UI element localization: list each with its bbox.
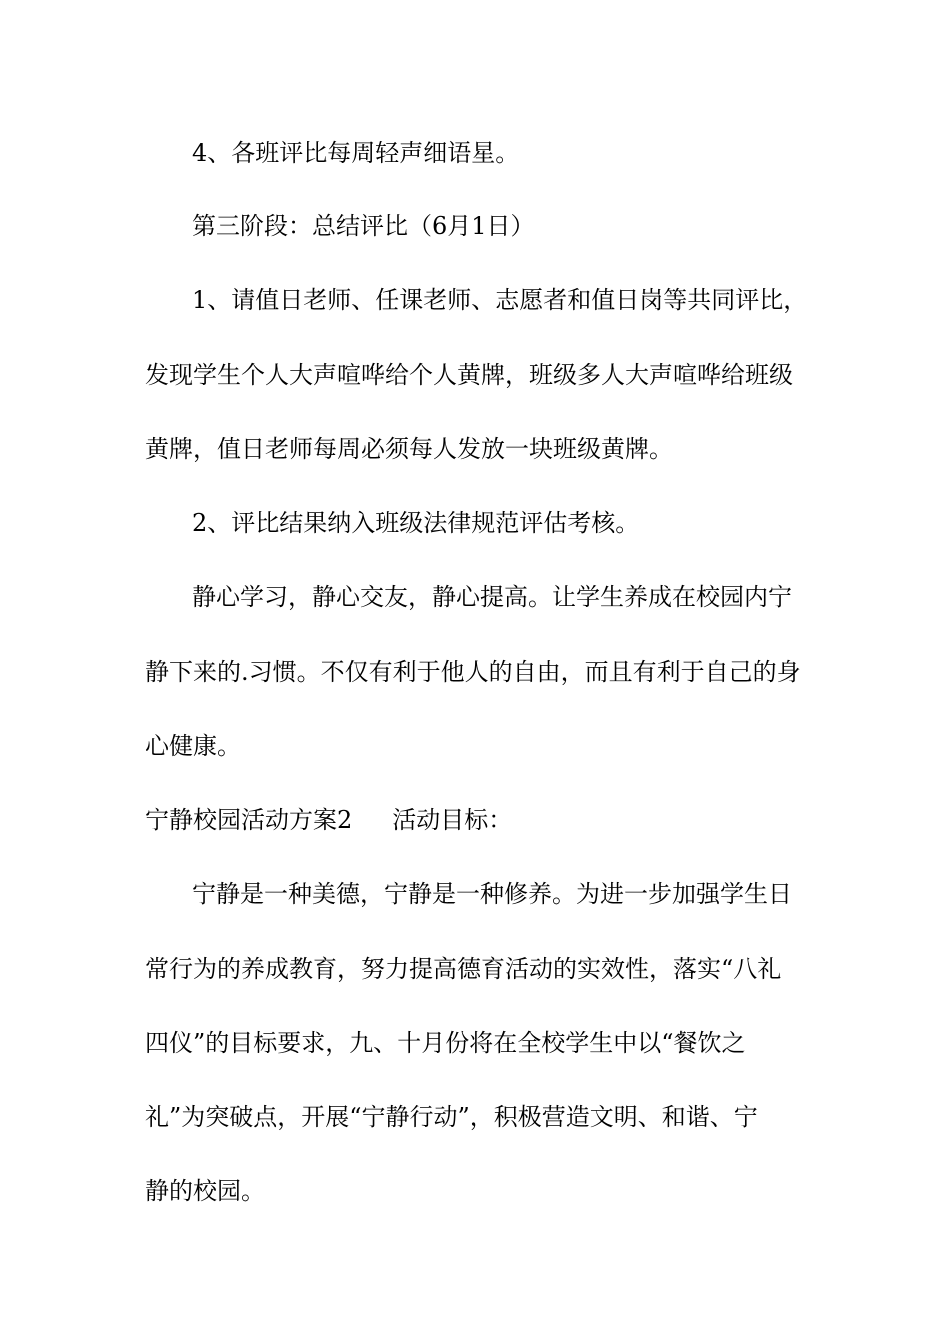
- paragraph-line: 礼”为突破点，开展“宁静行动”，积极营造文明、和谐、宁: [145, 1103, 758, 1131]
- paragraph-line: 黄牌，值日老师每周必须每人发放一块班级黄牌。: [145, 435, 673, 463]
- paragraph-line: 常行为的养成教育，努力提高德育活动的实效性，落实“八礼: [145, 955, 782, 983]
- paragraph-line: 2、评比结果纳入班级法律规范评估考核。: [192, 509, 640, 537]
- paragraph-line: 1、请值日老师、任课老师、志愿者和值日岗等共同评比，: [192, 286, 808, 314]
- activity-goal-label: 活动目标：: [392, 806, 513, 834]
- section-heading-plan-two: [145, 805, 815, 835]
- paragraph-line: 四仪”的目标要求，九、十月份将在全校学生中以“餐饮之: [145, 1029, 746, 1057]
- paragraph-line: 4、各班评比每周轻声细语星。: [192, 139, 520, 167]
- paragraph-line: 静下来的.习惯。不仅有利于他人的自由，而且有利于自己的身: [145, 658, 801, 686]
- plan-title: 宁静校园活动方案2: [145, 806, 353, 834]
- paragraph-line: 静心学习，静心交友，静心提高。让学生养成在校园内宁: [192, 583, 792, 611]
- section-heading-stage-three: 第三阶段：总结评比（6月1日）: [192, 212, 535, 240]
- paragraph-line: 心健康。: [145, 732, 241, 760]
- paragraph-line: 静的校园。: [145, 1177, 265, 1205]
- paragraph-line: 宁静是一种美德，宁静是一种修养。为进一步加强学生日: [192, 880, 792, 908]
- paragraph-line: 发现学生个人大声喧哗给个人黄牌，班级多人大声喧哗给班级: [145, 361, 793, 389]
